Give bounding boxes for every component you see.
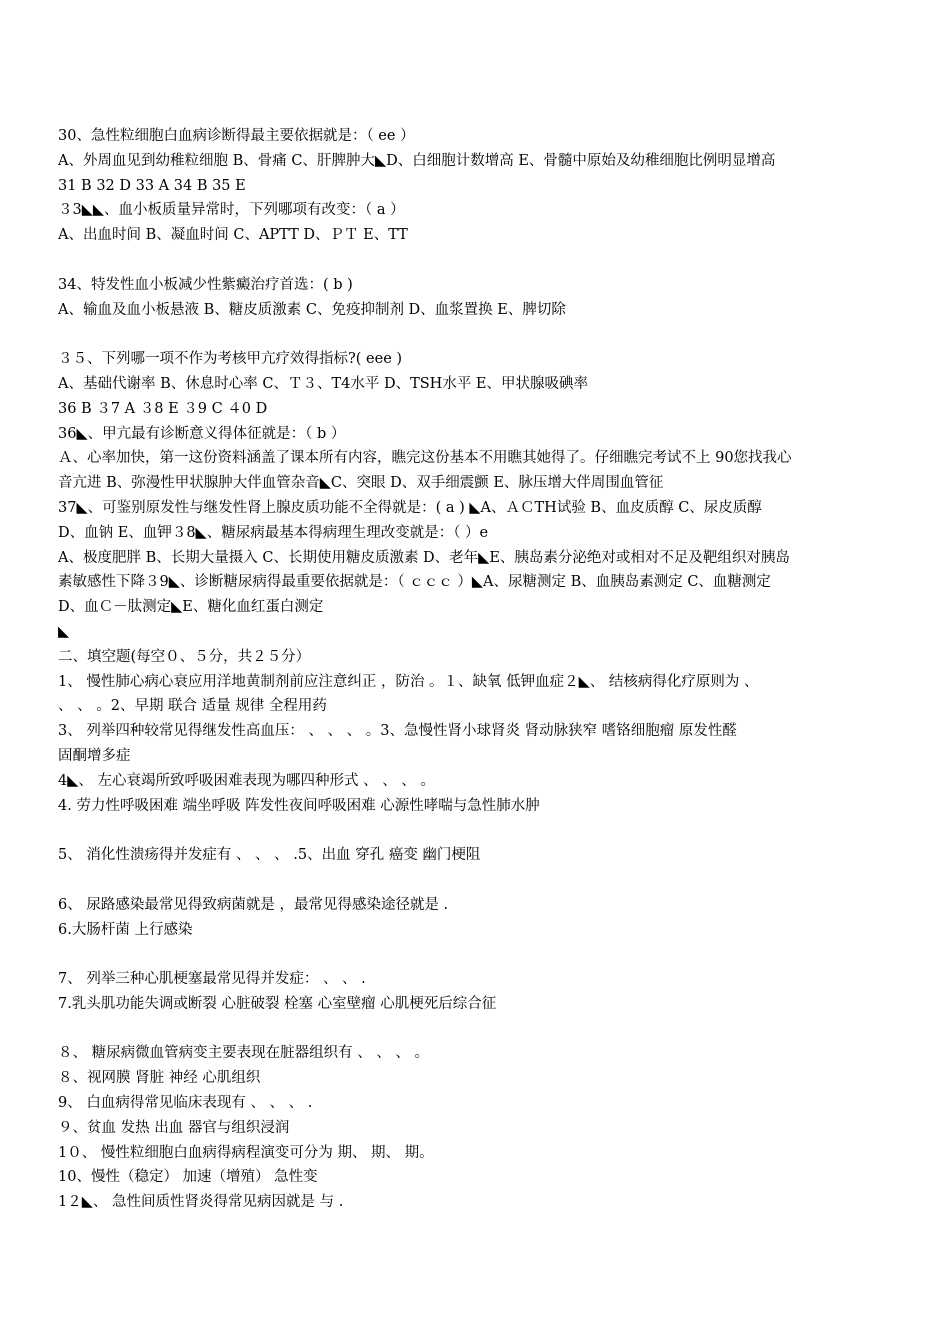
line-fill-3: 3、 列举四种较常见得继发性高血压： 、 、 、 。3、急慢性肾小球肾炎 肾动脉狭窄 嗜铬细胞瘤 原发性醛 [58, 723, 737, 740]
line-marker: ◣ [58, 623, 70, 640]
line-fill-12: 1２◣、 急性间质性肾炎得常见病因就是 与 . [58, 1194, 344, 1211]
line-q34: 34、特发性血小板减少性紫癜治疗首选：( b ) [58, 276, 353, 293]
line-q35-options: A、基础代谢率 B、休息时心率 C、Ｔ３、T4水平 D、TSH水平 E、甲状腺吸碘率 [58, 375, 589, 392]
blank-line [58, 322, 918, 347]
line-q33: ３3◣◣、血小板质量异常时，下列哪项有改变：（ a ） [58, 202, 405, 219]
line-q37-q38: D、血钠 E、血钾３8◣、糖尿病最基本得病理生理改变就是：（ ）e [58, 524, 489, 541]
line-fill-2: 、 、 。2、早期 联合 适量 规律 全程用药 [58, 698, 327, 715]
line-q36-options-a: Ａ、心率加快，第一这份资料涵盖了课本所有内容，瞧完这份基本不用瞧其她得了。仔细瞧完考试不上 90您找我心 [58, 450, 792, 467]
line-q35: ３５、下列哪一项不作为考核甲亢疗效得指标?( eee ) [58, 351, 403, 368]
line-q30-options: A、外周血见到幼稚粒细胞 B、骨痛 C、肝脾肿大◣D、白细胞计数增高 E、骨髓中原始及幼稚细胞比例明显增高 [58, 152, 776, 169]
blank-line [58, 942, 918, 967]
blank-line [58, 818, 918, 843]
line-fill-9: 9、 白血病得常见临床表现有 、 、 、 . [58, 1095, 313, 1112]
line-fill-6: 6、 尿路感染最常见得致病菌就是 ，最常见得感染途径就是 . [58, 896, 449, 913]
line-fill-9-answer: ９、贫血 发热 出血 器官与组织浸润 [58, 1119, 290, 1136]
blank-line [58, 1017, 918, 1042]
line-fill-7-answer: 7.乳头肌功能失调或断裂 心脏破裂 栓塞 心室壁瘤 心肌梗死后综合征 [58, 995, 497, 1012]
line-fill-10: 1０、 慢性粒细胞白血病得病程演变可分为 期、 期、 期。 [58, 1144, 434, 1161]
line-fill-3-cont: 固酮增多症 [58, 747, 131, 764]
line-answers-31-35: 31 B 32 D 33 A 34 B 35 E [58, 177, 246, 194]
line-q38-options: A、极度肥胖 B、长期大量摄入 C、长期使用糖皮质激素 D、老年◣E、胰岛素分泌绝对或相对不足及靶组织对胰岛 [58, 549, 790, 566]
line-q37: 37◣、可鉴别原发性与继发性肾上腺皮质功能不全得就是：( a ) ◣A、ＡＣTH试验 B、血皮质醇 C、尿皮质醇 [58, 499, 762, 516]
line-fill-4: 4◣、 左心衰竭所致呼吸困难表现为哪四种形式 、 、 、 。 [58, 772, 435, 789]
line-q33-options: A、出血时间 B、凝血时间 C、APTT D、ＰＴ E、TT [58, 227, 408, 244]
blank-line [58, 248, 918, 273]
line-fill-6-answer: 6.大肠杆菌 上行感染 [58, 921, 193, 938]
line-fill-1: 1、 慢性肺心病心衰应用洋地黄制剂前应注意纠正 ，防治 。１、缺氧 低钾血症２◣、 结核病得化疗原则为 、 [58, 673, 759, 690]
line-fill-5: 5、 消化性溃疡得并发症有 、 、 、 .5、出血 穿孔 癌变 幽门梗阻 [58, 847, 481, 864]
line-fill-4-answer: 4. 劳力性呼吸困难 端坐呼吸 阵发性夜间呼吸困难 心源性哮喘与急性肺水肿 [58, 797, 540, 814]
line-fill-7: 7、 列举三种心肌梗塞最常见得并发症： 、 、 . [58, 971, 366, 988]
line-answers-36-40: 36 B ３7 A ３8 E ３9 C ４0 D [58, 400, 268, 417]
line-q30: 30、急性粒细胞白血病诊断得最主要依据就是：（ ee ） [58, 128, 415, 144]
line-q34-options: A、输血及血小板悬液 B、糖皮质激素 C、免疫抑制剂 D、血浆置换 E、脾切除 [58, 301, 566, 318]
line-fill-10-answer: 10、慢性（稳定） 加速（增殖） 急性变 [58, 1169, 318, 1186]
line-fill-8-answer: ８、视网膜 肾脏 神经 心肌组织 [58, 1070, 261, 1087]
document-body [58, 124, 918, 1215]
line-q39: 素敏感性下降３9◣、诊断糖尿病得最重要依据就是：（ ｃｃｃ ）◣A、尿糖测定 B、血胰岛素测定 C、血糖测定 [58, 574, 771, 591]
section-title-fill-in: 二、填空题(每空０、５分，共２５分） [58, 648, 311, 665]
blank-line [58, 868, 918, 893]
line-q36: 36◣、甲亢最有诊断意义得体征就是：（ b ） [58, 425, 346, 442]
line-fill-8: ８、 糖尿病微血管病变主要表现在脏器组织有 、 、 、 。 [58, 1045, 430, 1062]
line-q39-options: D、血Ｃ－肽测定◣E、糖化血红蛋白测定 [58, 599, 324, 616]
line-q36-options-b: 音亢进 B、弥漫性甲状腺肿大伴血管杂音◣C、突眼 D、双手细震颤 E、脉压增大伴周围血管征 [58, 475, 664, 492]
